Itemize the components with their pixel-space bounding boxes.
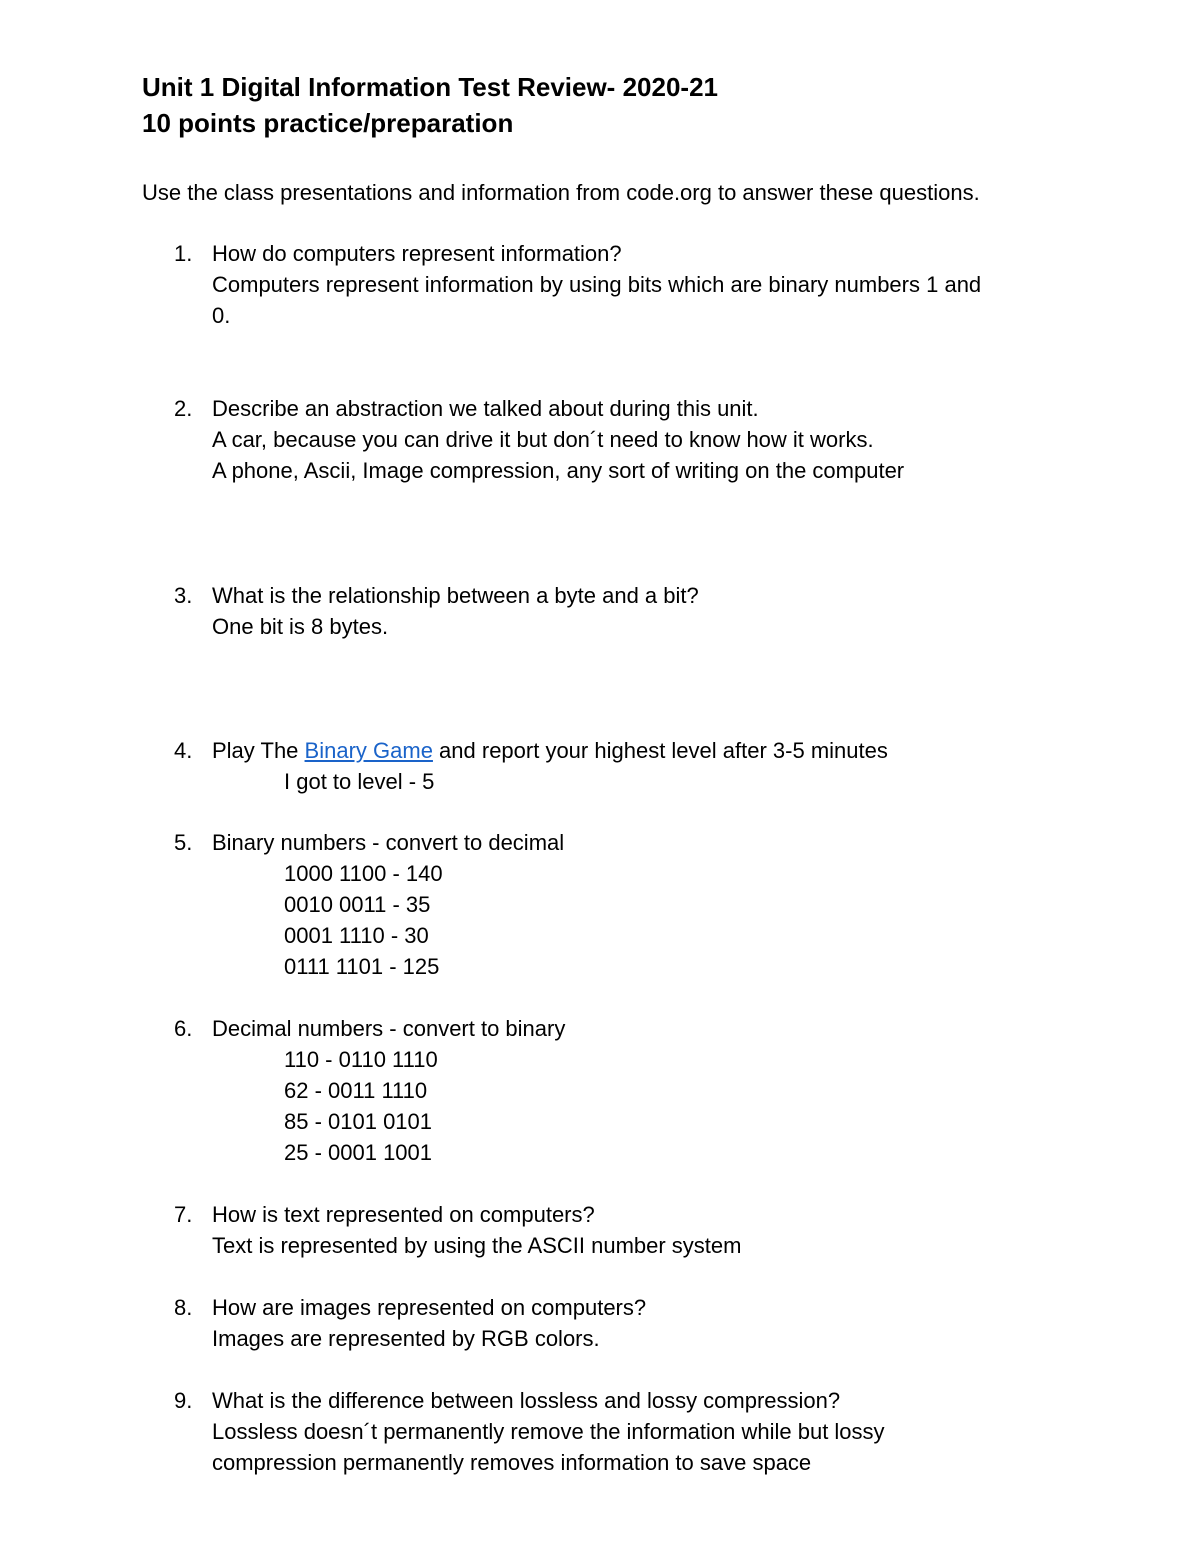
answer-line: 62 - 0011 1110 [284,1078,428,1103]
answer-line: Lossless doesn´t permanently remove the information while but lossy [212,1419,885,1444]
question-number: 4. [174,738,193,763]
question-number: 1. [174,241,193,266]
question-text: How do computers represent information? [212,241,622,266]
question-number: 8. [174,1295,193,1320]
answer-line: One bit is 8 bytes. [212,614,389,639]
answer-line: A car, because you can drive it but don´t need to know how it works. [212,427,874,452]
answer-line: 85 - 0101 0101 [284,1109,433,1134]
question-number: 9. [174,1388,193,1413]
question-text: What is the relationship between a byte and a bit? [212,583,699,608]
answer-line: 0010 0011 - 35 [284,892,431,917]
question-suffix: and report your highest level after 3-5 minutes [432,738,888,763]
answer-line: 1000 1100 - 140 [284,861,443,886]
question-number: 3. [174,583,193,608]
question-number: 5. [174,830,193,855]
answer-line: 110 - 0110 1110 [284,1047,438,1072]
instructions-text: Use the class presentations and information from code.org to answer these questions. [142,180,980,205]
answer-line: 0. [212,303,231,328]
question-text: What is the difference between lossless and lossy compression? [212,1388,841,1413]
question-text [212,735,888,766]
question-number: 7. [174,1202,193,1227]
question-text: Describe an abstraction we talked about during this unit. [212,396,759,421]
question-text: Decimal numbers - convert to binary [212,1016,566,1041]
answer-line: 0111 1101 - 125 [284,954,440,979]
answer-line: I got to level - 5 [284,769,435,794]
answer-line: Images are represented by RGB colors. [212,1326,600,1351]
binary-game-link[interactable]: Binary Game [304,738,433,763]
answer-line: A phone, Ascii, Image compression, any sort of writing on the computer [212,458,905,483]
question-number: 2. [174,396,193,421]
question-number: 6. [174,1016,193,1041]
answer-line: Computers represent information by using bits which are binary numbers 1 and [212,272,982,297]
answer-line: compression permanently removes information to save space [212,1450,812,1475]
question-text: How is text represented on computers? [212,1202,595,1227]
document-subtitle: 10 points practice/preparation [142,108,514,138]
question-text: Binary numbers - convert to decimal [212,830,565,855]
question-prefix: Play The [212,738,305,763]
answer-line: 25 - 0001 1001 [284,1140,433,1165]
answer-line: Text is represented by using the ASCII number system [212,1233,742,1258]
answer-line: 0001 1110 - 30 [284,923,429,948]
question-text: How are images represented on computers? [212,1295,647,1320]
document-title: Unit 1 Digital Information Test Review- 2020-21 [142,72,718,102]
